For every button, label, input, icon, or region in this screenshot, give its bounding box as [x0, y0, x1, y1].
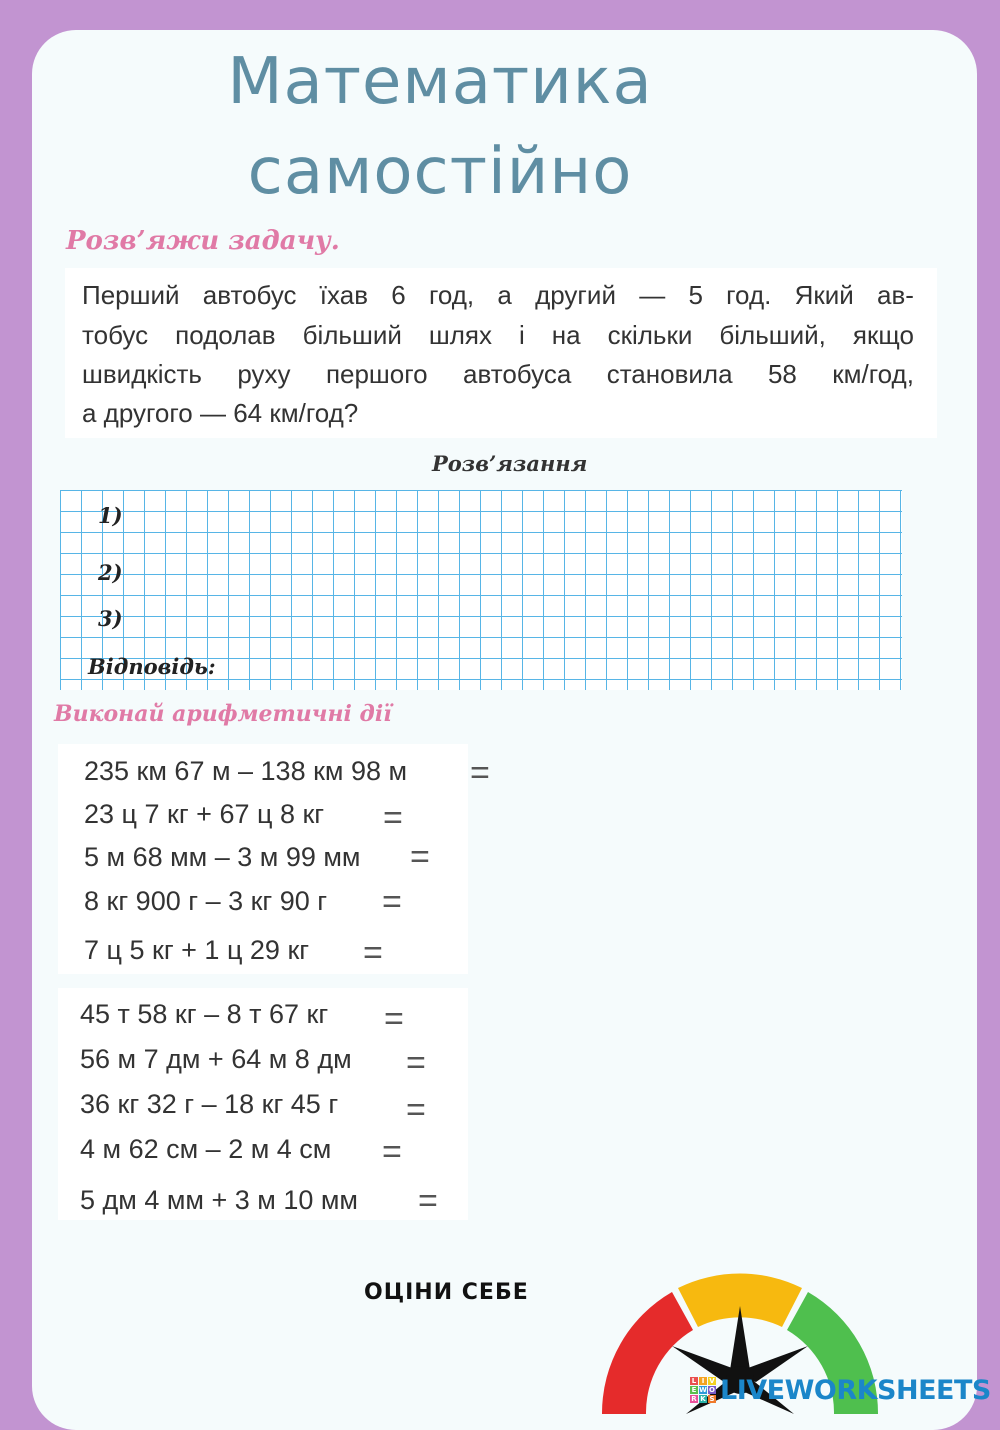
equals-sign[interactable]: = [470, 754, 490, 792]
problem-word: 6 [391, 280, 406, 310]
exercise-2-3: 36 кг 32 г – 18 кг 45 г [80, 1089, 339, 1119]
problem-word: їхав [319, 280, 369, 310]
problem-word: і [519, 320, 525, 350]
problem-word: руху [237, 359, 291, 389]
problem-word: на [551, 320, 581, 350]
problem-word: скільки [607, 320, 693, 350]
page-title-line2: самостійно [247, 135, 633, 209]
problem-word: тобус [82, 320, 149, 350]
answer-label: Відповідь: [88, 654, 216, 679]
problem-word: Який [794, 280, 854, 310]
problem-word: — [639, 280, 666, 310]
problem-word: подолав [175, 320, 276, 350]
problem-word: шлях [428, 320, 492, 350]
problem-word: якщо [852, 320, 914, 350]
problem-word: автобус [202, 280, 297, 310]
problem-word: автобуса [463, 359, 572, 389]
problem-word: 58 [767, 359, 797, 389]
equals-sign[interactable]: = [363, 934, 383, 972]
exercise-2-5: 5 дм 4 мм + 3 м 10 мм [80, 1185, 358, 1215]
exercise-1-4: 8 кг 900 г – 3 кг 90 г [84, 886, 328, 916]
problem-word: а [497, 280, 512, 310]
problem-word: становила [606, 359, 733, 389]
equals-sign[interactable]: = [382, 883, 402, 921]
problem-line-3 [82, 359, 914, 390]
exercise-1-3: 5 м 68 мм – 3 м 99 мм [84, 842, 361, 872]
exercise-1-5: 7 ц 5 кг + 1 ц 29 кг [84, 935, 310, 965]
equals-sign[interactable]: = [382, 1133, 402, 1171]
gauge-red-segment[interactable] [602, 1292, 693, 1414]
equals-sign[interactable]: = [383, 799, 403, 837]
equals-sign[interactable]: = [406, 1044, 426, 1082]
problem-word: Перший [82, 280, 180, 310]
problem-word: більший [302, 320, 402, 350]
problem-line-2 [82, 320, 914, 351]
equals-sign[interactable]: = [406, 1091, 426, 1129]
rate-yourself-label: ОЦІНИ СЕБЕ [364, 1280, 529, 1305]
problem-word: другий [535, 280, 616, 310]
problem-word: 5 [688, 280, 703, 310]
problem-line-4: а другого — 64 км/год? [82, 398, 359, 428]
exercise-2-2: 56 м 7 дм + 64 м 8 дм [80, 1044, 352, 1074]
exercise-2-1: 45 т 58 кг – 8 т 67 кг [80, 999, 329, 1029]
exercise-2-4: 4 м 62 см – 2 м 4 см [80, 1134, 332, 1164]
problem-word: год, [428, 280, 475, 310]
problem-word: більший, [719, 320, 826, 350]
liveworksheets-logo-icon: L I V E W O R K S [691, 1377, 715, 1403]
step-2-label: 2) [98, 560, 123, 585]
liveworksheets-logo-text: LIVEWORKSHEETS [720, 1374, 991, 1406]
equals-sign[interactable]: = [410, 838, 430, 876]
solution-heading: Розв’язання [432, 451, 588, 476]
problem-word: ав- [877, 280, 914, 310]
step-1-label: 1) [98, 503, 123, 528]
equals-sign[interactable]: = [384, 1000, 404, 1038]
task2-heading: Виконай арифметичні дії [54, 701, 392, 727]
problem-word: год. [726, 280, 772, 310]
exercise-1-1: 235 км 67 м – 138 км 98 м [84, 756, 408, 786]
exercise-1-2: 23 ц 7 кг + 67 ц 8 кг [84, 799, 325, 829]
page-title-line1: Математика [227, 45, 653, 119]
problem-word: першого [325, 359, 428, 389]
problem-word: км/год, [832, 359, 914, 389]
task1-heading: Розв’яжи задачу. [66, 226, 340, 256]
liveworksheets-logo[interactable] [690, 1374, 991, 1406]
step-3-label: 3) [98, 606, 123, 631]
problem-line-1 [82, 280, 914, 311]
equals-sign[interactable]: = [418, 1182, 438, 1220]
problem-word: швидкість [82, 359, 202, 389]
